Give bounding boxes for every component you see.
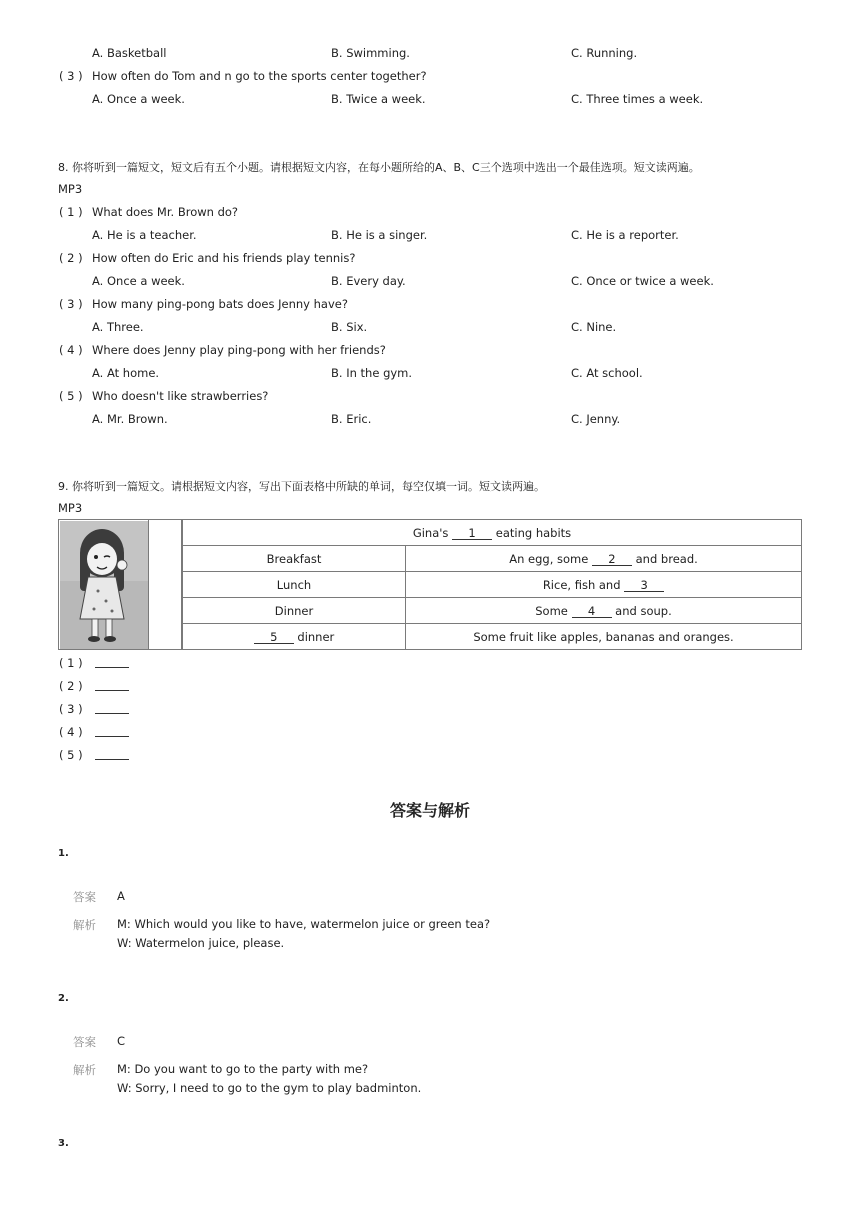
table-row [183,546,802,572]
option-c: C. He is a reporter. [571,228,679,242]
option-b: B. He is a singer. [331,228,428,242]
option-c: C. At school. [571,366,643,380]
option-b: B. In the gym. [331,366,413,380]
answer-blank-input[interactable] [95,680,129,691]
q9-mp3-link[interactable]: MP3 [58,501,83,515]
blank-5: 5 [254,631,294,644]
option-a: A. Mr. Brown. [92,412,168,426]
option-b: B. Twice a week. [331,92,426,106]
answer-item-number: 3. [58,1138,69,1149]
question-number: ( 3 ) [59,69,83,83]
analysis-key-label: 解析 [73,1063,96,1077]
question-number: ( 2 ) [59,251,83,265]
option-a: A. Three. [92,320,144,334]
question-number: ( 4 ) [59,343,83,357]
meal-cell: 5 dinner [183,624,406,650]
answer-number: ( 1 ) [59,656,83,670]
answer-number: ( 3 ) [59,702,83,716]
answer-number: ( 5 ) [59,748,83,762]
analysis-key-label: 解析 [73,918,96,932]
option-a: A. Basketball [92,46,167,60]
table-row [183,572,802,598]
answer-number: ( 2 ) [59,679,83,693]
question-number: ( 5 ) [59,389,83,403]
table-row [183,624,802,650]
option-b: B. Six. [331,320,368,334]
answer-blank-input[interactable] [95,657,129,668]
girl-photo [60,521,148,649]
question-number: ( 3 ) [59,297,83,311]
question-text: Where does Jenny play ping-pong with her friends? [92,343,386,357]
food-cell: An egg, some 2 and bread. [406,546,802,572]
option-a: A. He is a teacher. [92,228,197,242]
question-text: How often do Eric and his friends play tennis? [92,251,356,265]
option-a: A. At home. [92,366,160,380]
option-a: A. Once a week. [92,274,185,288]
blank-2: 2 [592,553,632,566]
answer-blank-input[interactable] [95,703,129,714]
food-cell: Some 4 and soup. [406,598,802,624]
answer-item-number: 1. [58,848,69,859]
question-text: Who doesn't like strawberries? [92,389,269,403]
answer-value: A [117,889,125,903]
q8-mp3-link[interactable]: MP3 [58,182,83,196]
answers-heading: 答案与解析 [390,801,471,820]
q8-instruction: 8. 你将听到一篇短文，短文后有五个小题。请根据短文内容，在每小题所给的A、B、C三个选项中选出一个最佳选项。短文读两遍。 [58,161,700,174]
eating-habits-table [182,519,802,650]
question-text: What does Mr. Brown do? [92,205,239,219]
answer-blank-input[interactable] [95,749,129,760]
food-cell: Some fruit like apples, bananas and oranges. [406,624,802,650]
answer-key-label: 答案 [73,1035,96,1049]
answer-blank-input[interactable] [95,726,129,737]
option-c: C. Jenny. [571,412,621,426]
answer-number: ( 4 ) [59,725,83,739]
analysis-line: M: Do you want to go to the party with me? [117,1062,369,1076]
answer-item-number: 2. [58,993,69,1004]
food-cell: Rice, fish and 3 [406,572,802,598]
option-c: C. Running. [571,46,638,60]
blank-1: 1 [452,527,492,540]
analysis-line: W: Watermelon juice, please. [117,936,285,950]
blank-4: 4 [572,605,612,618]
option-a: A. Once a week. [92,92,185,106]
meal-cell: Dinner [183,598,406,624]
option-b: B. Every day. [331,274,406,288]
table-row [183,598,802,624]
analysis-line: W: Sorry, I need to go to the gym to play badminton. [117,1081,422,1095]
answer-key-label: 答案 [73,890,96,904]
option-b: B. Eric. [331,412,372,426]
option-c: C. Three times a week. [571,92,704,106]
answer-value: C [117,1034,126,1048]
option-c: C. Nine. [571,320,617,334]
analysis-line: M: Which would you like to have, watermelon juice or green tea? [117,917,491,931]
option-b: B. Swimming. [331,46,410,60]
image-cell [58,519,182,650]
question-number: ( 1 ) [59,205,83,219]
option-c: C. Once or twice a week. [571,274,714,288]
image-cell-spacer [148,520,183,649]
q9-instruction: 9. 你将听到一篇短文。请根据短文内容，写出下面表格中所缺的单词，每空仅填一词。短文读两遍。 [58,480,545,493]
meal-cell: Breakfast [183,546,406,572]
girl-illustration-icon [60,521,148,649]
blank-3: 3 [624,579,664,592]
table-title: Gina's 1 eating habits [183,520,802,546]
question-text: How often do Tom and n go to the sports center together? [92,69,427,83]
meal-cell: Lunch [183,572,406,598]
question-text: How many ping-pong bats does Jenny have? [92,297,348,311]
table-title-row [183,520,802,546]
